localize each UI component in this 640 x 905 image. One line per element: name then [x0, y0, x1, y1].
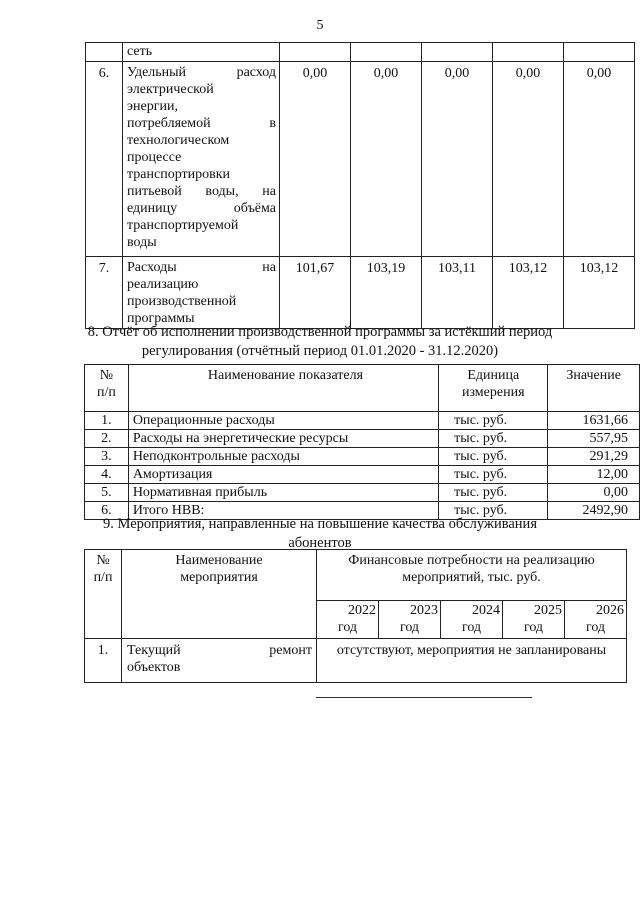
year-number: 2026 — [596, 603, 624, 618]
year-number: 2022 — [348, 603, 376, 618]
indicator-name: Итого НВВ: — [128, 502, 438, 520]
value-cell: 101,67 — [280, 257, 351, 329]
table-row — [86, 257, 635, 329]
value-cell: 103,11 — [422, 257, 493, 329]
measure-status: отсутствуют, мероприятия не запланированы — [317, 639, 627, 683]
value-cell — [564, 43, 635, 62]
indicators-continuation-table — [85, 42, 635, 329]
value-cell: 0,00 — [493, 62, 564, 257]
row-number: 1. — [85, 639, 122, 683]
header-num — [85, 550, 122, 639]
unit-cell: тыс. руб. — [439, 412, 548, 430]
value-cell: 103,19 — [351, 257, 422, 329]
indicator-name — [123, 43, 280, 62]
indicator-name: Операционные расходы — [128, 412, 438, 430]
year-number: 2025 — [534, 603, 562, 618]
row-number: 3. — [85, 448, 129, 466]
indicator-name-line: единицу объёма — [127, 201, 276, 216]
row-number: 5. — [85, 484, 129, 502]
value-cell: 103,12 — [564, 257, 635, 329]
indicator-name-line: реализацию — [127, 277, 199, 292]
value-cell: 291,29 — [548, 448, 640, 466]
indicator-name-line: транспортировки — [127, 167, 231, 182]
indicator-name-line: процессе — [127, 150, 182, 165]
indicator-name-line: энергии, — [127, 99, 178, 114]
header-finance-line: мероприятий, тыс. руб. — [402, 570, 541, 585]
table-row — [85, 430, 640, 448]
table-row — [85, 412, 640, 430]
value-cell: 0,00 — [422, 62, 493, 257]
indicator-name-line: Удельный расход — [127, 65, 276, 80]
header-measure-name-line: Наименование — [175, 553, 263, 568]
header-unit-line: измерения — [461, 385, 525, 400]
indicator-name-line: питьевой воды, на — [127, 184, 276, 199]
indicator-name-line: Расходы на — [127, 260, 276, 275]
value-cell: 12,00 — [548, 466, 640, 484]
header-year — [565, 601, 627, 639]
indicator-name — [123, 257, 280, 329]
indicator-name-line: технологическом — [127, 133, 230, 148]
measure-name-line: объектов — [127, 660, 181, 675]
table-row — [85, 484, 640, 502]
unit-cell: тыс. руб. — [439, 502, 548, 520]
section-9-title-line: абонентов — [288, 535, 352, 551]
section-8-title — [0, 323, 640, 361]
signature-line — [316, 697, 532, 698]
indicator-name: Нормативная прибыль — [128, 484, 438, 502]
year-suffix: год — [337, 620, 358, 635]
header-year — [317, 601, 379, 639]
year-number: 2023 — [410, 603, 438, 618]
header-finance — [317, 550, 627, 601]
value-cell: 103,12 — [493, 257, 564, 329]
value-cell: 0,00 — [548, 484, 640, 502]
header-num-line: № — [96, 553, 110, 568]
header-num-line: п/п — [96, 385, 116, 400]
header-num — [85, 365, 129, 412]
value-cell — [493, 43, 564, 62]
value-cell: 0,00 — [351, 62, 422, 257]
indicator-name-line: программы — [127, 311, 195, 326]
measure-name-line: Текущий ремонт — [127, 643, 312, 658]
row-number: 6. — [85, 502, 129, 520]
page-number: 5 — [316, 18, 324, 33]
measure-name — [122, 639, 317, 683]
table-header-row — [85, 365, 640, 412]
header-value: Значение — [548, 365, 640, 412]
section-9-title-line: 9. Мероприятия, направленные на повышение качества обслуживания — [103, 516, 537, 532]
unit-cell: тыс. руб. — [439, 430, 548, 448]
indicator-name: Амортизация — [128, 466, 438, 484]
indicator-name-line: сеть — [127, 44, 153, 59]
header-unit — [439, 365, 548, 412]
row-number: 4. — [85, 466, 129, 484]
header-measure-name-line: мероприятия — [180, 570, 258, 585]
header-num-line: № — [99, 368, 114, 383]
year-suffix: год — [461, 620, 482, 635]
value-cell — [422, 43, 493, 62]
year-suffix: год — [523, 620, 544, 635]
row-number: 2. — [85, 430, 129, 448]
row-number: 7. — [86, 257, 123, 329]
value-cell: 1631,66 — [548, 412, 640, 430]
unit-cell: тыс. руб. — [439, 466, 548, 484]
header-year — [441, 601, 503, 639]
indicator-name-line: производственной — [127, 294, 237, 309]
year-number: 2024 — [472, 603, 500, 618]
indicator-name: Расходы на энергетические ресурсы — [128, 430, 438, 448]
production-program-report-table — [84, 364, 640, 520]
table-row — [85, 466, 640, 484]
year-suffix: год — [399, 620, 420, 635]
value-cell — [280, 43, 351, 62]
row-number: 1. — [85, 412, 129, 430]
row-number — [86, 43, 123, 62]
table-row — [85, 639, 627, 683]
header-num-line: п/п — [93, 570, 113, 585]
indicator-name-line: электрической — [127, 82, 214, 97]
section-8-title-line: 8. Отчёт об исполнении производственной программы за истёкший период — [87, 324, 553, 340]
year-suffix: год — [585, 620, 606, 635]
value-cell: 557,95 — [548, 430, 640, 448]
indicator-name-line: потребляемой в — [127, 116, 276, 131]
indicator-name: Неподконтрольные расходы — [128, 448, 438, 466]
header-measure-name — [122, 550, 317, 639]
header-finance-line: Финансовые потребности на реализацию — [348, 553, 595, 568]
service-quality-measures-table — [84, 549, 627, 683]
header-year — [379, 601, 441, 639]
value-cell — [351, 43, 422, 62]
unit-cell: тыс. руб. — [439, 484, 548, 502]
section-8-title-line: регулирования (отчётный период 01.01.2020 - 31.12.2020) — [141, 343, 499, 359]
table-header-row — [85, 550, 627, 601]
indicator-name — [123, 62, 280, 257]
value-cell: 2492,90 — [548, 502, 640, 520]
row-number: 6. — [86, 62, 123, 257]
value-cell: 0,00 — [280, 62, 351, 257]
header-name: Наименование показателя — [128, 365, 438, 412]
header-year — [503, 601, 565, 639]
section-9-title — [0, 515, 640, 553]
header-unit-line: Единица — [467, 368, 520, 383]
table-row — [86, 43, 635, 62]
indicator-name-line: транспортируемой — [127, 218, 239, 233]
indicator-name-line: воды — [127, 235, 157, 250]
table-row — [85, 448, 640, 466]
unit-cell: тыс. руб. — [439, 448, 548, 466]
value-cell: 0,00 — [564, 62, 635, 257]
table-row — [86, 62, 635, 257]
